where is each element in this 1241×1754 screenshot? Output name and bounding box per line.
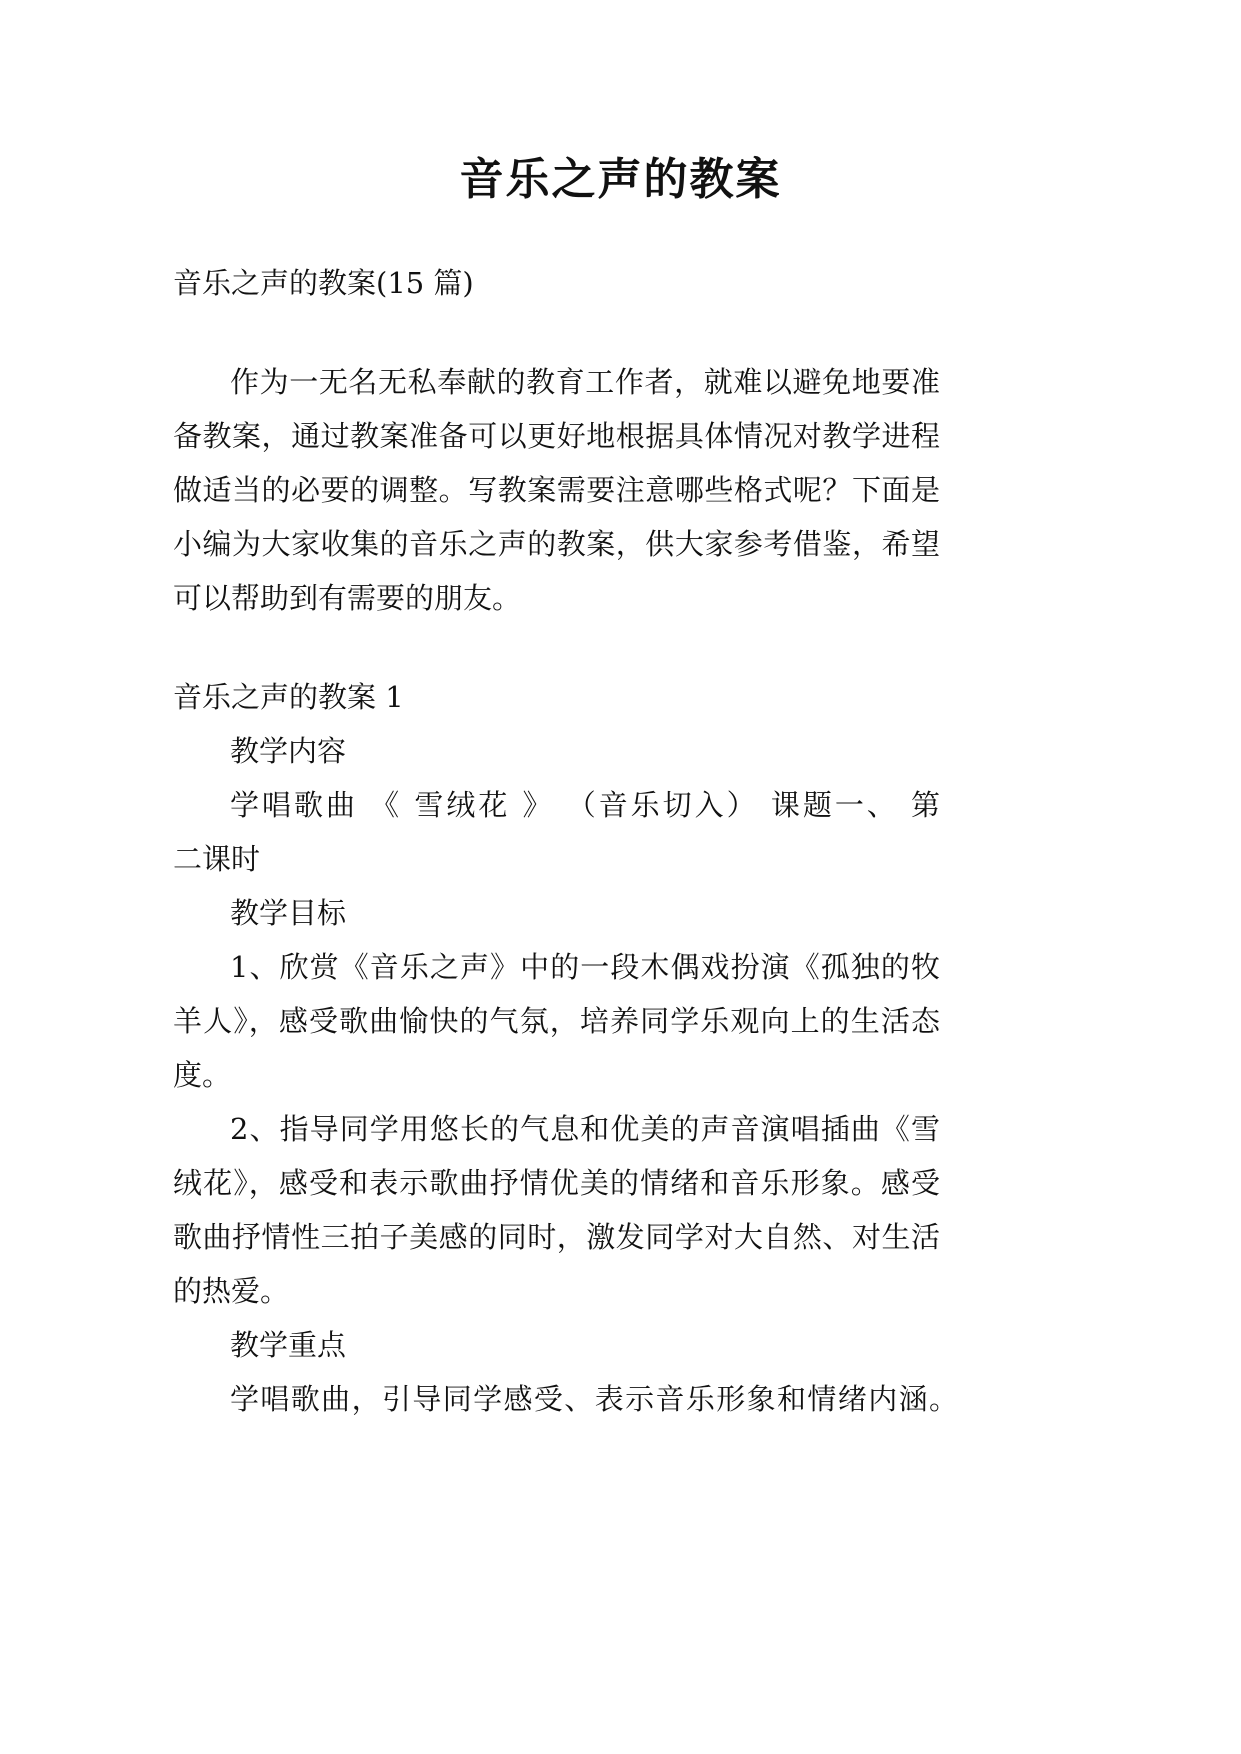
content-line: 学唱歌曲 《 雪绒花 》 （音乐切入） 课题一、 第 — [230, 788, 940, 822]
goal1-line: 1、欣赏《音乐之声》中的一段木偶戏扮演《孤独的牧 — [230, 950, 940, 984]
goals-heading: 教学目标 — [230, 896, 347, 930]
key-text: 学唱歌曲，引导同学感受、表示音乐形象和情绪内涵。 — [230, 1382, 958, 1416]
content-line: 二课时 — [173, 842, 261, 876]
goal1-line: 羊人》，感受歌曲愉快的气氛，培养同学乐观向上的生活态 — [173, 1004, 940, 1038]
intro-line: 小编为大家收集的音乐之声的教案，供大家参考借鉴，希望 — [173, 527, 940, 561]
content-heading: 教学内容 — [230, 734, 347, 768]
document-subtitle: 音乐之声的教案(15 篇) — [173, 266, 474, 300]
document-title: 音乐之声的教案 — [459, 154, 782, 205]
intro-line: 备教案，通过教案准备可以更好地根据具体情况对教学进程 — [173, 419, 940, 453]
goal1-line: 度。 — [173, 1058, 232, 1092]
key-heading: 教学重点 — [230, 1328, 347, 1362]
intro-line: 作为一无名无私奉献的教育工作者，就难以避免地要准 — [230, 365, 940, 399]
goal2-line: 的热爱。 — [173, 1274, 290, 1308]
goal2-line: 绒花》，感受和表示歌曲抒情优美的情绪和音乐形象。感受 — [173, 1166, 940, 1200]
goal2-line: 2、指导同学用悠长的气息和优美的声音演唱插曲《雪 — [230, 1112, 940, 1146]
intro-line: 可以帮助到有需要的朋友。 — [173, 581, 522, 615]
goal2-line: 歌曲抒情性三拍子美感的同时，激发同学对大自然、对生活 — [173, 1220, 940, 1254]
intro-line: 做适当的必要的调整。写教案需要注意哪些格式呢？下面是 — [173, 473, 940, 507]
section-heading: 音乐之声的教案 1 — [173, 680, 404, 714]
